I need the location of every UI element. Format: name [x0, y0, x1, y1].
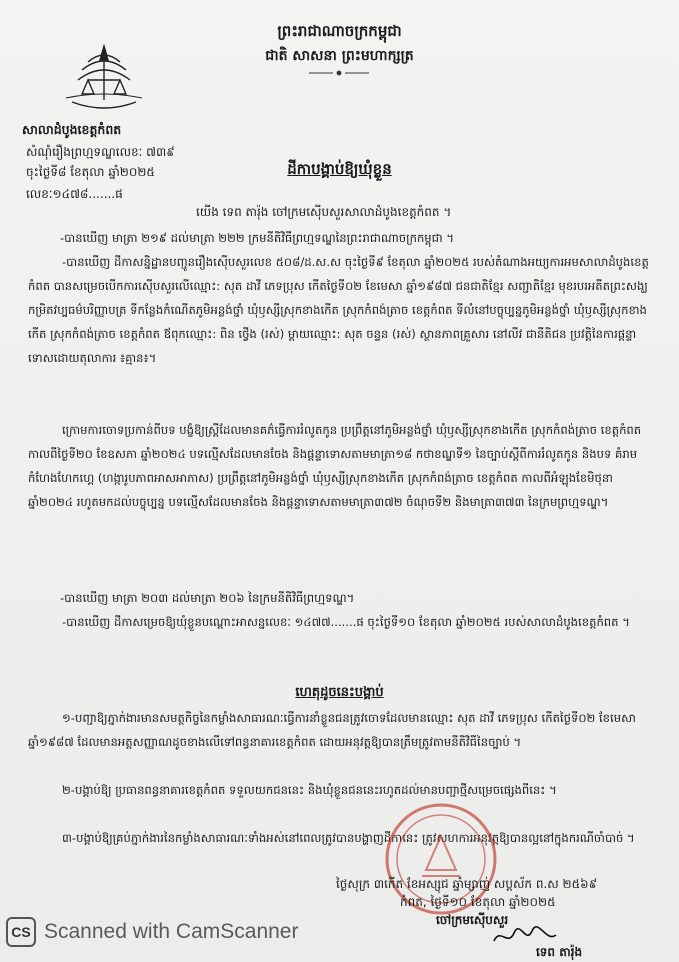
ornament-divider-icon [309, 70, 369, 76]
order-text: ២-បង្គាប់ឱ្យ ប្រធានពន្ធនាគារខេត្តកំពត ទទួលយកជននេះ និងឃុំខ្លួនជននេះរហូតដល់មានបញ្ជាថ្មីសម្រេចផ្សេងពីនេះ ។ [62, 783, 557, 797]
document-number: លេខៈ១៤៧៨.......ផ [26, 187, 123, 201]
consideration-text: ក្រោមការចោទប្រកាន់ពីបទ បង្ខំឱ្យស្ត្រីដែលមានគភ៌ធ្វើការរំលូតកូន ប្រព្រឹត្តនៅភូមិអន្លង់ថ្នាំ ឃុំឫស្សីស្រុកខាងកើត ស្រុកកំពង់ត្រាច ខេត្តកំពត កាលពីថ្ងៃទី២០ ខែឧសភា ឆ្នាំ២០២៤ បទល្មើសដែលមានចែង និងផ្តន្ទាទោសតាមមាត្រា១៨ កថាខណ្ឌទី១ នៃច្បាប់ស្តីពីការរំលូតកូន និងបទ គំរាមកំហែងហែកហ្គេ (ហង្ការូបភាពអាសអាភាស) ប្រព្រឹត្តនៅភូមិអន្លង់ថ្នាំ ឃុំឫស្សីស្រុកខាងកើត ស្រុកកំពង់ត្រាច ខេត្តកំពត កាលពីអំឡុងខែមិថុនា ឆ្នាំ២០២៤ រហូតមកដល់បច្ចុប្បន្ន បទល្មើសដែលមានចែង និងផ្តន្ទាទោសតាមមាត្រា៣៧២ ចំណុចទី២ និងមាត្រា៣៧៣ នៃក្រមព្រហ្មទណ្ឌ។ [28, 423, 642, 509]
kingdom-heading: ព្រះរាជាណាចក្រកម្ពុជា [277, 22, 402, 40]
court-name: សាលាដំបូងខេត្តកំពត [22, 122, 122, 137]
order-text: ៣-បង្គាប់ឱ្យគ្រប់ភ្នាក់ងារនៃកម្លាំងសាធារណៈទាំងអស់នៅពេលត្រូវបានបង្ហាញដីកានេះ ត្រូវសហការអនុវត្តឱ្យបានល្អនៅក្នុងករណីចាំបាច់ ។ [62, 831, 635, 845]
camscanner-text: Scanned with CamScanner [44, 920, 299, 943]
order-1 [28, 706, 654, 754]
section-heading: ហេតុដូចនេះបង្គាប់ [295, 685, 384, 700]
consideration-1 [60, 226, 650, 250]
national-motto: ជាតិ សាសនា ព្រះមហាក្សត្រ [265, 48, 414, 64]
consideration-3 [28, 418, 654, 514]
order-2 [28, 778, 654, 802]
consideration-2 [28, 250, 654, 370]
consideration-text: -បានឃើញ ដីកាសន្និដ្ឋានបញ្ជូនរឿងស៊ើបសួរលេខ ៥០៨/ដ.ស.ស ចុះថ្ងៃទី៩ ខែតុលា ឆ្នាំ២០២៥ របស់តំណាងអយ្យការអមសាលាដំបូងខេត្តកំពត បានសម្រេចបើកការស៊ើបសួរលើឈ្មោះ: សុត ដាវី ភេទប្រុស កើតថ្ងៃទី០២ ខែមេសា ឆ្នាំ១៩៨៧ ជនជាតិខ្មែរ សញ្ជាតិខ្មែរ មុខរបរអតីតព្រះសង្ឃ កម្រិតវប្បធម៌បរិញ្ញាបត្រ ទីកន្លែងកំណើតភូមិអន្លង់ថ្នាំ ឃុំឫស្សីស្រុកខាងកើត ស្រុកកំពង់ត្រាច ខេត្តកំពត ទីលំនៅបច្ចុប្បន្នភូមិអន្លង់ថ្នាំ ឃុំឫស្សីស្រុកខាងកើត ស្រុកកំពង់ត្រាច ខេត្តកំពត ឪពុកឈ្មោះ: ពិន ថ្វើង (រស់) ម្ដាយឈ្មោះ: សុត ចន្ទន (រស់) ស្ថានភាពគ្រួសារ នៅលីវ ជានីតិជន ប្រវត្តិនៃការផ្តន្ទាទោសដោយតុលាការ ៖គ្មាន៖។ [28, 255, 649, 365]
consideration-text: -បានឃើញ មាត្រា ២០៣ ដល់មាត្រា ២០៦ នៃក្រមនីតិវិធីព្រហ្មទណ្ឌ។ [60, 591, 355, 605]
file-number: សំណុំរឿងព្រហ្មទណ្ឌលេខៈ ៧៣៩ [26, 145, 175, 159]
signer-name: ទេព តារ៉ុង [536, 945, 583, 959]
document-title: ដីកាបង្គាប់ឱ្យឃុំខ្លួន [287, 160, 392, 178]
camscanner-logo: CS [6, 917, 36, 947]
signer-role: ចៅក្រមស៊ើបសួរ [436, 913, 509, 927]
order-text: ១-បញ្ជាឱ្យភ្នាក់ងារមានសមត្ថកិច្ចនៃកម្លាំងសាធារណៈធ្វើការនាំខ្លួនជនត្រូវចោទដែលមានឈ្មោះ សុត ដាវី ភេទប្រុស កើតថ្ងៃទី០២ ខែមេសា ឆ្នាំ១៩៨៧ ដែលមានអត្តសញ្ញាណដូចខាងលើទៅពន្ធនាគារខេត្តកំពត ដោយអនុវត្តឱ្យបានត្រឹមត្រូវតាមនីតិវិធីនៃច្បាប់ ។ [28, 711, 636, 749]
consideration-text: -បានឃើញ មាត្រា ២១៩ ដល់មាត្រា ២២២ ក្រមនីតិវិធីព្រហ្មទណ្ឌនៃព្រះរាជាណាចក្រកម្ពុជា ។ [60, 231, 455, 245]
consideration-5 [28, 610, 654, 634]
intro-line: យើង ទេព តារ៉ុង ចៅក្រមស៊ើបសួរសាលាដំបូងខេត្តកំពត ។ [196, 205, 452, 219]
order-3 [28, 826, 654, 850]
consideration-4 [60, 586, 650, 610]
file-date: ចុះថ្ងៃទី៨ ខែតុលា ឆ្នាំ២០២៥ [26, 165, 155, 179]
consideration-text: -បានឃើញ ដីកាសម្រេចឱ្យឃុំខ្លួនបណ្តោះអាសន្នលេខៈ ១៤៧៧.......ផ ចុះថ្ងៃទី១០ ខែតុលា ឆ្នាំ២០២៥ របស់សាលាដំបូងខេត្តកំពត ។ [62, 615, 630, 629]
place-date: កំពត, ថ្ងៃទី១០ ខែតុលា ឆ្នាំ២០២៥ [400, 895, 556, 909]
lunar-date: ថ្ងៃសុក្រ ៣កើត ខែអស្សុជ ឆ្នាំម្សាញ់ សប្តស័ក ព.ស ២៥៦៩ [336, 877, 598, 891]
camscanner-watermark [0, 912, 380, 952]
